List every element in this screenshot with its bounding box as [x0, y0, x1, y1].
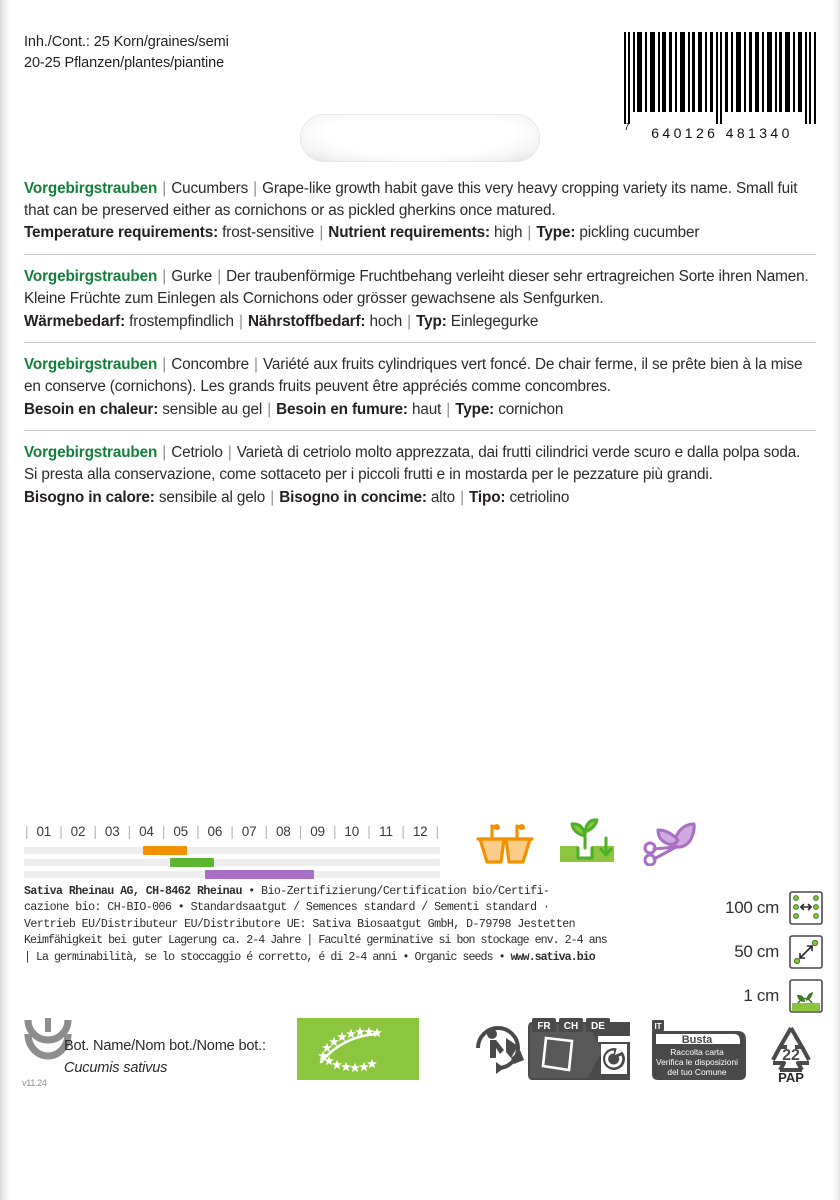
divider [24, 430, 816, 431]
company-cert-start: • Bio-Zertifizierung/Certification bio/Certifi- [241, 885, 550, 898]
temp-label-de: Wärmebedarf: [24, 312, 126, 330]
contents-info [24, 32, 444, 74]
crop-name-de: Gurke [171, 268, 213, 286]
calendar-bar-planting-out [170, 858, 215, 867]
eu-organic-leaf-icon [297, 1018, 419, 1080]
type-value-en: pickling cucumber [579, 224, 700, 242]
type-label-fr: Type: [455, 400, 495, 418]
calendar-months [24, 820, 440, 842]
blank-label-pill [300, 114, 540, 162]
version-code: v11.24 [22, 1078, 47, 1088]
temp-label-it: Bisogno in calore: [24, 488, 155, 506]
type-value-it: cetriolino [509, 488, 570, 506]
crop-name-fr: Concombre [171, 356, 249, 374]
sowing-depth-value: 1 cm [743, 986, 779, 1005]
nutrient-value-en: high [494, 224, 523, 242]
description-fr: Vorgebirgstrauben | Concombre | Variété aux fruits cylindriques vert foncé. De chair ferme, il se prête bien à la mise en conserve (cornichons). Les grands fruits peuvent être appréciés comme concombres. [24, 356, 803, 396]
description-it: Vorgebirgstrauben | Cetriolo | Varietà di cetriolo molto apprezzata, dai frutti cilindrici verde scuro e dalla polpa soda. Si presta alla conservazione, come sottaceto per i piccoli frutti e in mostarda per le pezzature più grandi. [24, 444, 801, 484]
calendar-month: 01 [36, 823, 52, 839]
language-block-en [0, 178, 840, 244]
variety-name-en: Vorgebirgstrauben [24, 180, 158, 197]
month-sep: | [332, 823, 337, 839]
requirements-it: Bisogno in calore: sensibile al gelo | Bisogno in concime: alto | Tipo: cetriolino [24, 488, 570, 506]
barcode-number: 640126 481340 [651, 125, 793, 141]
calendar-month: 07 [241, 823, 257, 839]
nutrient-value-de: hoch [369, 312, 403, 330]
barcode-lead-digit: 7 [624, 122, 630, 133]
description-text-de: Der traubenförmige Fruchtbehang verleiht dieser sehr ertragreichen Sorte ihren Namen. Kleine Früchte zum Einlegen als Cornichons oder grösser gewachsene als Senfgurken. [24, 268, 809, 307]
month-sep: | [93, 823, 97, 839]
temp-label-fr: Besoin en chaleur: [24, 400, 159, 418]
month-sep: | [298, 823, 303, 839]
calendar-track-sowing [24, 847, 440, 854]
type-value-de: Einlegegurke [450, 312, 539, 330]
spec-row-plant-spacing [694, 930, 824, 974]
row-spacing-icon [788, 890, 824, 926]
language-block-it [0, 442, 840, 508]
month-sep: | [25, 823, 29, 839]
divider [24, 342, 816, 343]
botanical-name [64, 1036, 266, 1080]
type-label-it: Tipo: [469, 488, 506, 506]
calendar-bar-harvest [205, 870, 314, 879]
sowing-depth-icon [788, 978, 824, 1014]
nutrient-label-it: Bisogno in concime: [279, 488, 427, 506]
type-label-en: Type: [536, 224, 576, 242]
month-sep: | [401, 823, 405, 839]
recycling-info-it [650, 1010, 755, 1082]
temp-value-it: sensibile al gelo [158, 488, 266, 506]
it-country-tab: IT [654, 1022, 662, 1031]
it-line-1: Raccolta carta [670, 1047, 724, 1057]
calendar-month: 05 [173, 823, 188, 839]
sowing-calendar [24, 820, 440, 878]
type-label-de: Typ: [416, 312, 447, 330]
botanical-name-label: Bot. Name/Nom bot./Nome bot.: [64, 1038, 266, 1054]
svg-text:DE: DE [591, 1021, 605, 1032]
company-line-3: Vertrieb EU/Distributeur EU/Distributore UE: Sativa Biosaatgut GmbH, D-79798 Jestetten [24, 917, 576, 931]
spec-row-row-spacing [694, 886, 824, 930]
language-block-de [0, 266, 840, 332]
pap-label: PAP [778, 1070, 804, 1084]
seed-tray-icon [476, 818, 534, 866]
month-sep: | [161, 823, 166, 839]
nutrient-value-fr: haut [411, 400, 442, 418]
month-sep: | [264, 823, 268, 839]
company-website[interactable]: www.sativa.bio [510, 950, 595, 964]
calendar-month: 03 [104, 823, 120, 839]
calendar-month: 12 [412, 823, 428, 839]
language-blocks [0, 178, 840, 509]
nutrient-label-fr: Besoin en fumure: [276, 400, 408, 418]
temp-value-fr: sensible au gel [162, 400, 263, 418]
it-line-3: del tuo Comune [667, 1067, 727, 1077]
company-line-4: Keimfähigkeit bei guter Lagerung ca. 2-4 Jahre | Faculté germinative si bon stockage env. 2-4 ans [24, 934, 607, 948]
calendar-month: 09 [310, 823, 325, 839]
company-info [24, 884, 676, 966]
calendar-month: 08 [275, 823, 291, 839]
svg-text:FR: FR [537, 1021, 551, 1032]
calendar-month: 02 [70, 823, 86, 839]
calendar-month: 11 [379, 823, 393, 839]
crop-activity-icons [476, 818, 698, 866]
month-sep: | [196, 823, 200, 839]
planting-out-icon [558, 818, 616, 866]
divider [24, 254, 816, 255]
temp-label-en: Temperature requirements: [24, 224, 219, 242]
tidyman-icon [478, 1028, 524, 1074]
calendar-track-harvest [24, 871, 440, 878]
calendar-month: 06 [207, 823, 223, 839]
variety-name-de: Vorgebirgstrauben [24, 268, 158, 286]
language-block-fr [0, 354, 840, 420]
company-line-2: cazione bio: CH-BIO-006 • Standardsaatgut / Semences standard / Sementi standard · [24, 901, 550, 915]
harvest-scissors-icon [640, 818, 698, 866]
botanical-name-value: Cucumis sativus [64, 1059, 168, 1076]
crop-name-en: Cucumbers [171, 180, 249, 197]
requirements-de: Wärmebedarf: frostempfindlich | Nährstoffbedarf: hoch | Typ: Einlegegurke [24, 312, 539, 330]
month-sep: | [59, 823, 63, 839]
description-text-en: Grape-like growth habit gave this very heavy cropping variety its name. Small fuit that can be preserved either as cornichons or as pickled gherkins once matured. [24, 180, 798, 219]
company-name: Sativa Rheinau AG, CH-8462 Rheinau [24, 885, 242, 898]
nutrient-label-de: Nährstoffbedarf: [247, 312, 366, 330]
temp-value-en: frost-sensitive [222, 224, 315, 242]
spacing-specs [694, 886, 824, 1018]
svg-text:CH: CH [563, 1021, 579, 1032]
requirements-fr: Besoin en chaleur: sensible au gel | Besoin en fumure: haut | Type: cornichon [24, 400, 564, 418]
row-spacing-value: 100 cm [725, 898, 779, 917]
description-text-fr: Variété aux fruits cylindriques vert foncé. De chair ferme, il se prête bien à la mise en conserve (cornichons). Les grands fruits peuvent être appréciés comme concombres. [24, 356, 803, 396]
month-sep: | [435, 823, 439, 839]
temp-value-de: frostempfindlich [129, 312, 234, 330]
company-line-1 [24, 884, 676, 900]
pap-22-recycling-icon [762, 1022, 820, 1084]
nutrient-label-en: Nutrient requirements: [328, 224, 490, 242]
calendar-track-planting [24, 859, 440, 866]
calendar-bar-sowing-indoors [143, 846, 188, 855]
it-line-2: Verifica le disposizioni [656, 1057, 738, 1067]
variety-name-fr: Vorgebirgstrauben [24, 356, 158, 374]
requirements-en: Temperature requirements: frost-sensitive | Nutrient requirements: high | Type: pickling cucumber [24, 224, 700, 242]
type-value-fr: cornichon [498, 400, 564, 418]
contents-count: Inh./Cont.: 25 Korn/graines/semi [24, 34, 229, 50]
germination-it: | La germinabilità, se lo stoccaggio é corretto, é di 2-4 anni • Organic seeds • [24, 950, 511, 964]
plant-spacing-icon [788, 934, 824, 970]
month-sep: | [127, 823, 131, 839]
company-line-5 [24, 950, 676, 966]
calendar-month: 04 [139, 823, 154, 839]
it-busta-title: Busta [681, 1034, 713, 1046]
bin-icon [598, 1036, 630, 1074]
pap-number: 22 [782, 1047, 800, 1064]
description-en: Vorgebirgstrauben | Cucumbers | Grape-like growth habit gave this very heavy cropping variety its name. Small fuit that can be preserved either as cornichons or as pickled gherkins once matured. [24, 180, 798, 219]
month-sep: | [367, 823, 371, 839]
contents-plants: 20-25 Pflanzen/plantes/piantine [24, 55, 225, 72]
variety-name-it: Vorgebirgstrauben [24, 444, 158, 462]
nutrient-value-it: alto [430, 488, 455, 506]
description-text-it: Varietà di cetriolo molto apprezzata, dai frutti cilindrici verde scuro e dalla polpa soda. Si presta alla conservazione, come sottaceto per i piccoli frutti e in mostarda per le pezzature più grandi. [24, 444, 801, 484]
crop-name-it: Cetriolo [171, 444, 223, 462]
packaging-recycling-label [528, 1018, 630, 1080]
recycling-info-fr-ch-de [470, 1008, 645, 1088]
month-sep: | [230, 823, 234, 839]
barcode [622, 32, 818, 141]
plant-spacing-value: 50 cm [734, 942, 779, 961]
description-de: Vorgebirgstrauben | Gurke | Der traubenförmige Fruchtbehang verleiht dieser sehr ertragreichen Sorte ihren Namen. Kleine Früchte zum Einlegen als Cornichons oder grösser gewachsene als Senfgurken. [24, 268, 809, 307]
calendar-month: 10 [344, 823, 360, 839]
barcode-bars [622, 32, 818, 124]
